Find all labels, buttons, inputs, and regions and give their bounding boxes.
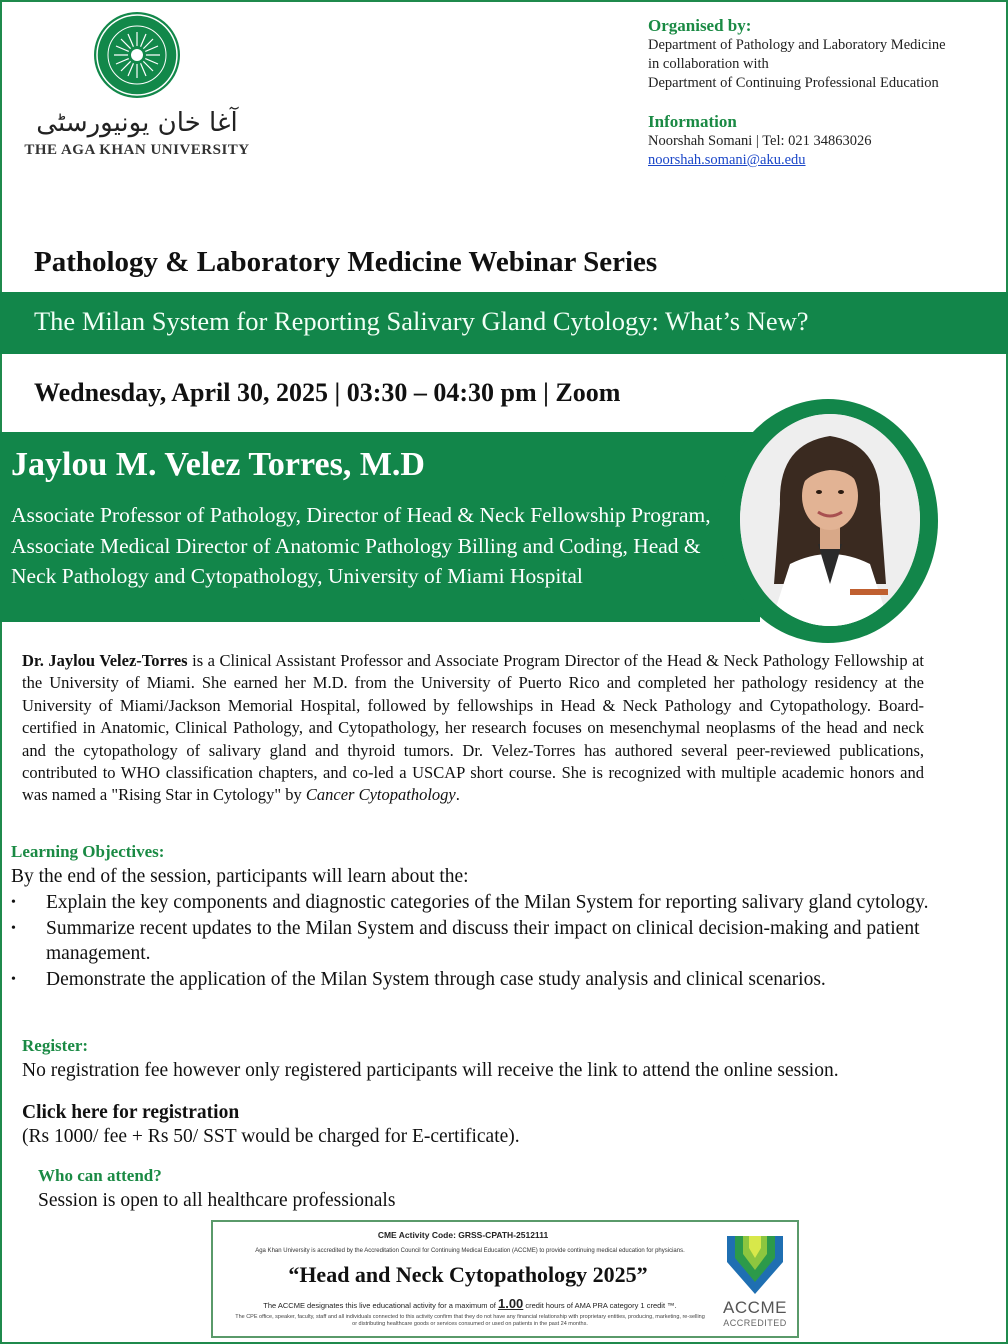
organiser-line-3: Department of Continuing Professional Education (648, 75, 939, 91)
speaker-bio (22, 650, 924, 807)
cme-accreditation-text: Aga Khan University is accredited by the Accreditation Council for Continuing Medical Education (ACCME) to provide continuing medical education for physicians. (255, 1248, 685, 1254)
aku-logo (22, 12, 252, 159)
who-can-attend-text: Session is open to all healthcare professionals (38, 1190, 396, 1211)
bullet-icon: • (11, 895, 16, 910)
speaker-role: Associate Professor of Pathology, Director of Head & Neck Fellowship Program, Associate Medical Director of Anatomic Pathology Billing and Coding, Head & Neck Pathology and Cytopathology, University of Miami Hospital (11, 503, 711, 588)
cme-activity-title: “Head and Neck Cytopathology 2025” (288, 1262, 648, 1287)
list-item (11, 916, 951, 967)
cme-disclaimer: The CPE office, speaker, faculty, staff and all individuals connected to this activity confirm that they do not have any financial relationship with proprietary entities, producing, marketing, re-selling or distributing healthcare goods or services consumed or used on patients in the past 24 months. (235, 1314, 705, 1327)
organiser-line-1: Department of Pathology and Laboratory Medicine (648, 37, 946, 53)
session-title-bar (0, 292, 1008, 354)
speaker-band (0, 432, 760, 622)
objective-text: Explain the key components and diagnostic categories of the Milan System for reporting salivary gland cytology. (46, 892, 929, 913)
cme-credit-hours: 1.00 (497, 1296, 524, 1311)
series-title: Pathology & Laboratory Medicine Webinar Series (34, 246, 658, 278)
speaker-portrait (740, 414, 920, 626)
organiser-heading: Organised by: (648, 16, 752, 35)
list-item (11, 967, 951, 993)
cme-designates-pre: The ACCME designates this live educational activity for a maximum of (263, 1301, 498, 1310)
accme-badge-sub: ACCREDITED (723, 1318, 787, 1328)
list-item (11, 890, 951, 916)
objective-text: Demonstrate the application of the Milan System through case study analysis and clinical scenarios. (46, 968, 826, 990)
bio-journal: Cancer Cytopathology (305, 785, 456, 805)
session-title: The Milan System for Reporting Salivary Gland Cytology: What’s New? (34, 306, 809, 336)
logo-urdu-name: آغا خان یونیورسٹی (36, 108, 238, 138)
learning-objectives-heading: Learning Objectives: (11, 842, 165, 861)
speaker-name: Jaylou M. Velez Torres, M.D (11, 446, 425, 483)
logo-university-name: THE AGA KHAN UNIVERSITY (24, 142, 250, 158)
email-link[interactable]: noorshah.somani@aku.edu (648, 152, 806, 168)
learning-objectives-list (11, 890, 951, 992)
bio-speaker-name: Dr. Jaylou Velez-Torres (22, 651, 188, 670)
register-text: No registration fee however only registered participants will receive the link to attend the online session. (22, 1060, 839, 1081)
aku-seal-icon (94, 12, 180, 98)
cme-accreditation-box (211, 1220, 799, 1338)
cme-activity-code: CME Activity Code: GRSS-CPATH-2512111 (377, 1230, 549, 1240)
cme-designates-post: credit hours of AMA PRA category 1 credit ™. (523, 1301, 677, 1310)
organiser-block (648, 16, 998, 170)
bullet-icon: • (11, 920, 16, 936)
bio-text: is a Clinical Assistant Professor and Associate Program Director of the Head & Neck Pathology Fellowship at the University of Miami. She earned her M.D. from the University of Puerto Rico and completed her pathology residency at the University of Miami/Jackson Memorial Hospital, followed by fellowships in Head & Neck Pathology and Cytopathology. Board-certified in Anatomic, Clinical Pathology, and Cytopathology, her research focuses on mesenchymal neoplasms of the head and neck and the cytopathology of salivary gland and thyroid tumors. Dr. Velez-Torres has authored several peer-reviewed publications, contributed to WHO classification chapters, and co-led a USCAP short course. She is recognized with multiple academic honors and was named a "Rising Star in Cytology" by (22, 651, 924, 805)
who-can-attend-heading: Who can attend? (38, 1166, 162, 1185)
bullet-icon: • (11, 971, 16, 987)
register-heading: Register: (22, 1036, 89, 1055)
cme-credit-statement (225, 1296, 715, 1311)
objective-text: Summarize recent updates to the Milan System and discuss their impact on clinical decision-making and patient management. (46, 917, 920, 964)
registration-link[interactable]: Click here for registration (22, 1102, 240, 1123)
organiser-line-2: in collaboration with (648, 56, 769, 72)
accme-badge-text: ACCME (723, 1298, 787, 1317)
registration-fee: (Rs 1000/ fee + Rs 50/ SST would be charged for E-certificate). (22, 1126, 520, 1147)
bio-end: . (455, 785, 460, 805)
learning-objectives-intro: By the end of the session, participants will learn about the: (11, 866, 469, 887)
event-datetime: Wednesday, April 30, 2025 | 03:30 – 04:30 pm | Zoom (34, 378, 621, 407)
contact-line: Noorshah Somani | Tel: 021 34863026 (648, 133, 872, 149)
information-heading: Information (648, 112, 737, 131)
